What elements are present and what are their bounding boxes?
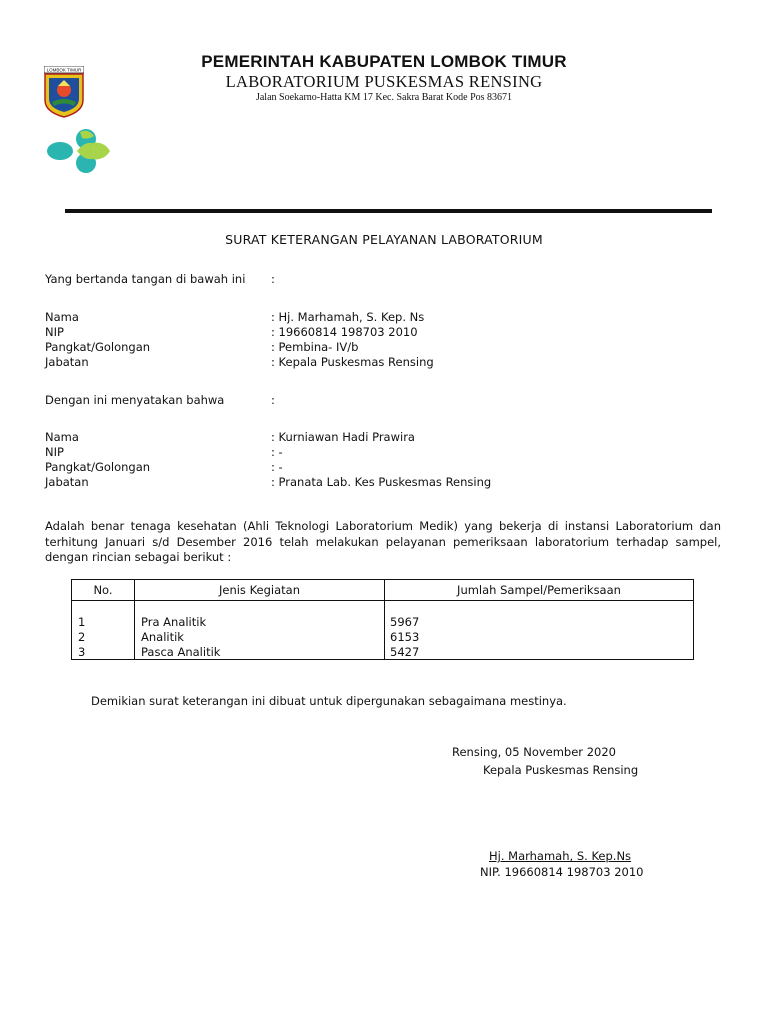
table-header-no: No. bbox=[93, 583, 113, 597]
header-address: Jalan Soekarno-Hatta KM 17 Kec. Sakra Barat Kode Pos 83671 bbox=[255, 92, 513, 103]
body-paragraph: Adalah benar tenaga kesehatan (Ahli Teknologi Laboratorium Medik) yang bekerja di instansi Laboratorium dan terhitung Januari s/d Desember 2016 telah melakukan pelayanan pemeriksaan laboratorium terhadap sampel, dengan rincian sebagai berikut : bbox=[45, 519, 721, 564]
field-value: : - bbox=[271, 460, 283, 474]
table-cell-activity: Pasca Analitik bbox=[141, 645, 221, 659]
table-cell-no: 1 bbox=[78, 615, 86, 629]
field-label: NIP bbox=[45, 325, 64, 339]
table-cell-count: 6153 bbox=[390, 630, 420, 644]
header-subtitle: LABORATORIUM PUSKESMAS RENSING bbox=[225, 72, 543, 91]
table-header-count: Jumlah Sampel/Pemeriksaan bbox=[457, 583, 621, 597]
field-label: Jabatan bbox=[45, 355, 89, 369]
table-cell-activity: Pra Analitik bbox=[141, 615, 207, 629]
table-cell-count: 5967 bbox=[390, 615, 420, 629]
statement-label: Dengan ini menyatakan bahwa bbox=[45, 393, 225, 407]
closing-sentence: Demikian surat keterangan ini dibuat untuk dipergunakan sebagaimana mestinya. bbox=[91, 694, 567, 708]
field-value: : Pranata Lab. Kes Puskesmas Rensing bbox=[271, 475, 492, 489]
field-value: : Kepala Puskesmas Rensing bbox=[271, 355, 434, 369]
field-value: : Hj. Marhamah, S. Kep. Ns bbox=[271, 310, 425, 324]
statement-colon: : bbox=[271, 393, 275, 407]
field-label: Nama bbox=[45, 310, 79, 324]
table-cell-count: 5427 bbox=[390, 645, 420, 659]
intro-label: Yang bertanda tangan di bawah ini bbox=[45, 272, 246, 286]
field-value: : Pembina- IV/b bbox=[271, 340, 359, 354]
document-title: SURAT KETERANGAN PELAYANAN LABORATORIUM bbox=[225, 232, 543, 247]
table-header-activity: Jenis Kegiatan bbox=[218, 583, 301, 597]
signature-name: Hj. Marhamah, S. Kep.Ns bbox=[489, 849, 632, 863]
table-cell-activity: Analitik bbox=[141, 630, 184, 644]
field-label: NIP bbox=[45, 445, 64, 459]
field-label: Jabatan bbox=[45, 475, 89, 489]
field-label: Pangkat/Golongan bbox=[45, 460, 151, 474]
header-title: PEMERINTAH KABUPATEN LOMBOK TIMUR bbox=[201, 52, 567, 71]
table-cell-no: 3 bbox=[78, 645, 86, 659]
field-label: Pangkat/Golongan bbox=[45, 340, 151, 354]
table-cell-no: 2 bbox=[78, 630, 86, 644]
header-divider bbox=[65, 209, 712, 213]
signature-place-date: Rensing, 05 November 2020 bbox=[452, 745, 616, 759]
health-ministry-logo-icon bbox=[44, 128, 114, 178]
field-label: Nama bbox=[45, 430, 79, 444]
intro-colon: : bbox=[271, 272, 275, 286]
signature-nip: NIP. 19660814 198703 2010 bbox=[480, 865, 644, 879]
services-table bbox=[71, 579, 694, 660]
table-header-divider bbox=[72, 600, 693, 601]
field-value: : 19660814 198703 2010 bbox=[271, 325, 418, 339]
field-value: : - bbox=[271, 445, 283, 459]
emblem-label: LOMBOK TIMUR bbox=[46, 67, 82, 73]
signature-role: Kepala Puskesmas Rensing bbox=[483, 763, 639, 777]
field-value: : Kurniawan Hadi Prawira bbox=[271, 430, 415, 444]
